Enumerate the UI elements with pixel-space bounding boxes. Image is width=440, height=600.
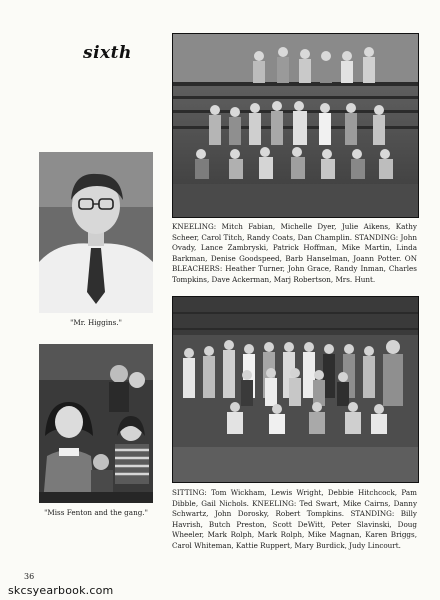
watermark: skcsyearbook.com bbox=[8, 584, 114, 597]
group-candid-image bbox=[39, 344, 153, 503]
teacher-portrait-caption: "Mr. Higgins." bbox=[70, 318, 122, 327]
page-heading: sixth bbox=[83, 43, 132, 63]
class-photo-bleachers-image bbox=[173, 34, 418, 217]
class-photo-gym bbox=[172, 296, 419, 483]
class-photo-bleachers-caption: KNEELING: Mitch Fabian, Michelle Dyer, Julie Aikens, Kathy Scheer, Carol Titch, Randy Coats, Dan Champlin. STANDING: John Ovady, Lance Zambryski, Patrick Hoffman, Mike Martin, Linda Barkman, Denise Goodspeed, Barb Hanselman, Joann Potter. ON BLEACHERS: Heather Turner, John Grace, Randy Inman, Charles Tompkins, Dave Ackerman, Marj Robertson, Mrs. Hunt. bbox=[172, 222, 417, 284]
class-photo-bleachers bbox=[172, 33, 419, 218]
teacher-portrait bbox=[39, 152, 153, 313]
class-photo-gym-caption: SITTING: Tom Wickham, Lewis Wright, Debbie Hitchcock, Pam Dibble, Gail Nichols. KNEELING: Ted Swart, Mike Cairns, Danny Schwartz, John Dorosky, Robert Tompkins. STANDING: Billy Havrish, Butch Preston, Scott DeWitt, Peter Slavinski, Doug Wheeler, Mark Rolph, Mark Rolph, Mike Magnan, Karen Briggs, Carol Whiteman, Kattie Ruppert, Mary Burdick, Judy Lincourt. bbox=[172, 488, 417, 550]
group-candid-photo bbox=[39, 344, 153, 503]
page-number: 36 bbox=[24, 572, 35, 581]
group-candid-caption: "Miss Fenton and the gang." bbox=[44, 508, 148, 517]
class-photo-gym-image bbox=[173, 297, 418, 482]
teacher-portrait-image bbox=[39, 152, 153, 313]
